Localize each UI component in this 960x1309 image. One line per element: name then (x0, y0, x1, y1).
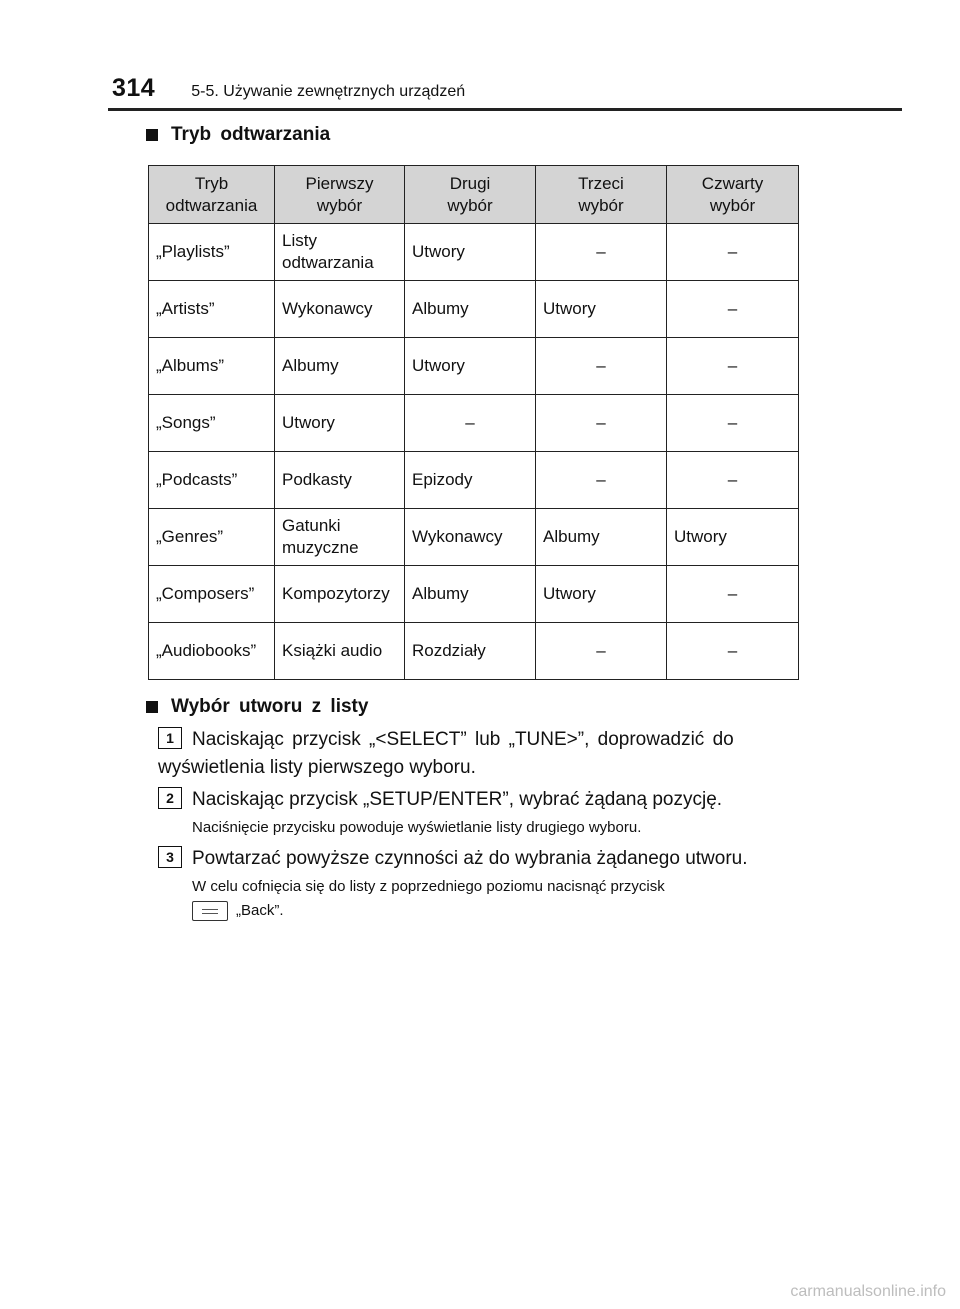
heading-playback-mode (146, 124, 330, 146)
section-title: 5-5. Używanie zewnętrznych urządzeń (191, 83, 466, 100)
table-row (149, 281, 799, 338)
table-cell: Rozdziały (405, 623, 536, 680)
table-cell: „Songs” (149, 395, 275, 452)
table-cell: – (667, 395, 799, 452)
table-cell: – (667, 338, 799, 395)
step-text: Naciskając przycisk „SETUP/ENTER”, wybrać żądaną pozycję. (192, 789, 723, 810)
header-cell: Pierwszy wybór (275, 166, 405, 224)
header-cell: Trzeci wybór (536, 166, 667, 224)
table-cell: Listy odtwarzania (275, 224, 405, 281)
table-cell: Albumy (536, 509, 667, 566)
heading-select-from-list (146, 696, 368, 718)
table-cell: Utwory (667, 509, 799, 566)
table-cell: „Composers” (149, 566, 275, 623)
table-cell: – (536, 338, 667, 395)
header-cell: Czwarty wybór (667, 166, 799, 224)
step-number-badge: 3 (158, 846, 182, 868)
playback-mode-table (148, 165, 799, 680)
table-cell: Książki audio (275, 623, 405, 680)
step-text: Naciskając przycisk „<SELECT” lub „TUNE>”, doprowadzić do (192, 729, 734, 750)
step-2-note (192, 817, 641, 839)
note-text: W celu cofnięcia się do listy z poprzedniego poziomu nacisnąć przycisk (192, 878, 665, 895)
heading-text: Wybór utworu z listy (171, 696, 369, 717)
table-cell: Gatunki muzyczne (275, 509, 405, 566)
step-1-continued (158, 754, 476, 782)
square-bullet-icon (146, 129, 158, 141)
table-row (149, 395, 799, 452)
table-cell: – (667, 566, 799, 623)
page-header (112, 74, 465, 108)
step-3-note (192, 876, 665, 898)
table-cell: – (405, 395, 536, 452)
step-text: Powtarzać powyższe czynności aż do wybrania żądanego utworu. (192, 848, 748, 869)
step-text: wyświetlenia listy pierwszego wyboru. (158, 757, 476, 778)
table-cell: – (667, 281, 799, 338)
step-number-badge: 2 (158, 787, 182, 809)
table-cell: Albumy (405, 281, 536, 338)
table-row (149, 623, 799, 680)
table-cell: Utwory (275, 395, 405, 452)
table-row (149, 566, 799, 623)
table-cell: Podkasty (275, 452, 405, 509)
table-cell: – (536, 452, 667, 509)
watermark: carmanualsonline.info (790, 1283, 946, 1300)
table-cell: – (536, 395, 667, 452)
back-button-icon (192, 901, 228, 921)
table-cell: „Artists” (149, 281, 275, 338)
table-cell: „Genres” (149, 509, 275, 566)
table-cell: Albumy (275, 338, 405, 395)
table-cell: Utwory (536, 566, 667, 623)
note-text: „Back”. (236, 902, 284, 919)
table-cell: – (667, 623, 799, 680)
table-cell: Epizody (405, 452, 536, 509)
step-3-note-continued (192, 900, 284, 922)
table-cell: Utwory (405, 224, 536, 281)
table-header-row (149, 166, 799, 224)
header-cell: Drugi wybór (405, 166, 536, 224)
table-cell: – (667, 452, 799, 509)
table-cell: – (536, 224, 667, 281)
table-cell: Albumy (405, 566, 536, 623)
table-row (149, 338, 799, 395)
table-row (149, 509, 799, 566)
table-cell: – (536, 623, 667, 680)
step-2 (158, 786, 722, 814)
table-cell: – (667, 224, 799, 281)
square-bullet-icon (146, 701, 158, 713)
table-cell: „Podcasts” (149, 452, 275, 509)
table-row (149, 452, 799, 509)
header-rule (108, 108, 902, 111)
header-cell: Tryb odtwarzania (149, 166, 275, 224)
table-cell: „Playlists” (149, 224, 275, 281)
table-cell: Wykonawcy (275, 281, 405, 338)
heading-text: Tryb odtwarzania (171, 124, 331, 145)
table-cell: Kompozytorzy (275, 566, 405, 623)
table-cell: Utwory (405, 338, 536, 395)
table-row (149, 224, 799, 281)
table-cell: „Audiobooks” (149, 623, 275, 680)
note-text: Naciśnięcie przycisku powoduje wyświetlanie listy drugiego wyboru. (192, 819, 642, 836)
step-number-badge: 1 (158, 727, 182, 749)
page-number: 314 (112, 74, 156, 102)
table-cell: „Albums” (149, 338, 275, 395)
table-cell: Utwory (536, 281, 667, 338)
table-cell: Wykonawcy (405, 509, 536, 566)
step-1 (158, 726, 798, 754)
step-3 (158, 845, 748, 873)
